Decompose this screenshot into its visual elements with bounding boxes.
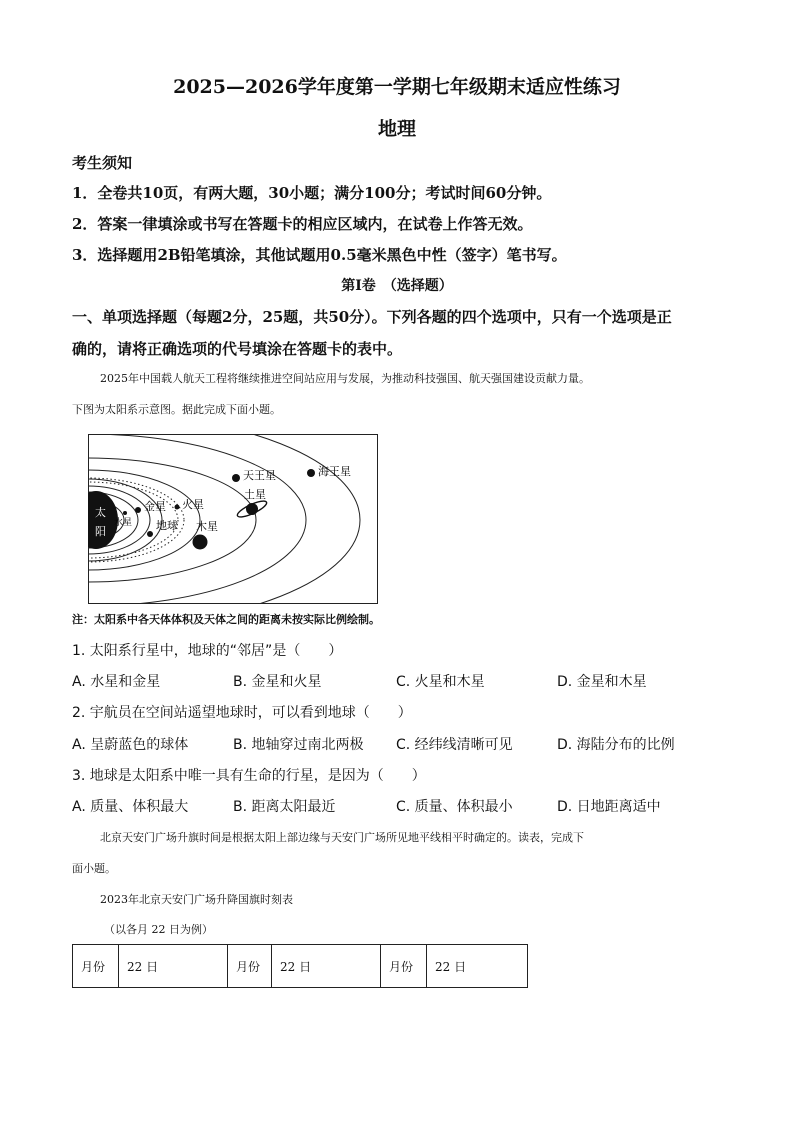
solar-system-diagram — [88, 434, 378, 604]
passage1-line1: 2025年中国载人航天工程将继续推进空间站应用与发展，为推动科技强国、航天强国建设贡献力量。 — [100, 372, 590, 385]
venus-icon — [135, 507, 141, 513]
question-1-option-b: B. 金星和火星 — [233, 674, 322, 690]
question-2-option-b: B. 地轴穿过南北两极 — [233, 737, 364, 753]
question-2-stem: 2. 宇航员在空间站遥望地球时，可以看到地球（ ） — [72, 705, 412, 721]
section-instructions-2: 确的，请将正确选项的代号填涂在答题卡的表中。 — [72, 340, 403, 358]
header-day-1: 22 日 — [119, 945, 228, 988]
earth-icon — [147, 531, 153, 537]
question-3-option-b: B. 距离太阳最近 — [233, 799, 336, 815]
exam-title: 2025—2026学年度第一学期七年级期末适应性练习 — [173, 76, 621, 98]
jupiter-label: 木星 — [196, 520, 218, 533]
passage2-line2: 面小题。 — [72, 862, 116, 875]
question-2-option-d: D. 海陆分布的比例 — [557, 737, 675, 753]
passage1-line2: 下图为太阳系示意图。据此完成下面小题。 — [72, 403, 281, 416]
sun-label-2: 阳 — [95, 525, 106, 538]
question-3-option-a: A. 质量、体积最大 — [72, 799, 189, 815]
notice-heading: 考生须知 — [72, 154, 133, 172]
notice-item-2: 2．答案一律填涂或书写在答题卡的相应区域内，在试卷上作答无效。 — [72, 215, 533, 233]
notice-item-1: 1．全卷共10页，有两大题，30小题；满分100分；考试时间60分钟。 — [72, 184, 552, 202]
header-day-3: 22 日 — [427, 945, 528, 988]
table-title: 2023年北京天安门广场升降国旗时刻表 — [100, 893, 293, 906]
uranus-icon — [232, 474, 240, 482]
question-3-option-d: D. 日地距离适中 — [557, 799, 661, 815]
passage2-line1: 北京天安门广场升旗时间是根据太阳上部边缘与天安门广场所见地平线相平时确定的。读表，完成下 — [100, 831, 584, 844]
section-instructions-1: 一、单项选择题（每题2分，25题，共50分）。下列各题的四个选项中，只有一个选项是正 — [72, 308, 672, 326]
question-1-option-d: D. 金星和木星 — [557, 674, 647, 690]
earth-label: 地球 — [156, 519, 178, 532]
sun-label-1: 太 — [95, 506, 106, 519]
header-month-1: 月份 — [73, 945, 119, 988]
question-1-option-a: A. 水星和金星 — [72, 674, 161, 690]
mars-icon — [175, 505, 180, 510]
question-2-option-c: C. 经纬线清晰可见 — [396, 737, 513, 753]
question-3-stem: 3. 地球是太阳系中唯一具有生命的行星，是因为（ ） — [72, 768, 426, 784]
question-1-stem: 1. 太阳系行星中，地球的“邻居”是（ ） — [72, 643, 343, 659]
uranus-label: 天王星 — [243, 469, 276, 482]
mercury-label: 水星 — [114, 518, 133, 528]
section-label: 第Ⅰ卷 （选择题） — [341, 278, 453, 294]
neptune-icon — [307, 469, 315, 477]
figure-note: 注：太阳系中各天体体积及天体之间的距离未按实际比例绘制。 — [72, 613, 380, 626]
question-1-option-c: C. 火星和木星 — [396, 674, 485, 690]
header-month-3: 月份 — [381, 945, 427, 988]
question-3-option-c: C. 质量、体积最小 — [396, 799, 513, 815]
table-header-row — [73, 945, 528, 988]
header-day-2: 22 日 — [272, 945, 381, 988]
subject-title: 地理 — [377, 118, 416, 140]
notice-item-3: 3．选择题用2B铅笔填涂，其他试题用0.5毫米黑色中性（签字）笔书写。 — [72, 246, 567, 264]
neptune-label: 海王星 — [318, 465, 351, 478]
header-month-2: 月份 — [228, 945, 272, 988]
table-subtitle: （以各月 22 日为例） — [104, 923, 213, 936]
jupiter-icon — [193, 535, 208, 550]
mars-label: 火星 — [182, 498, 204, 511]
mercury-icon — [123, 511, 127, 515]
question-2-option-a: A. 呈蔚蓝色的球体 — [72, 737, 189, 753]
venus-label: 金星 — [144, 500, 166, 513]
saturn-label: 土星 — [244, 488, 266, 501]
flag-time-table — [72, 944, 528, 988]
